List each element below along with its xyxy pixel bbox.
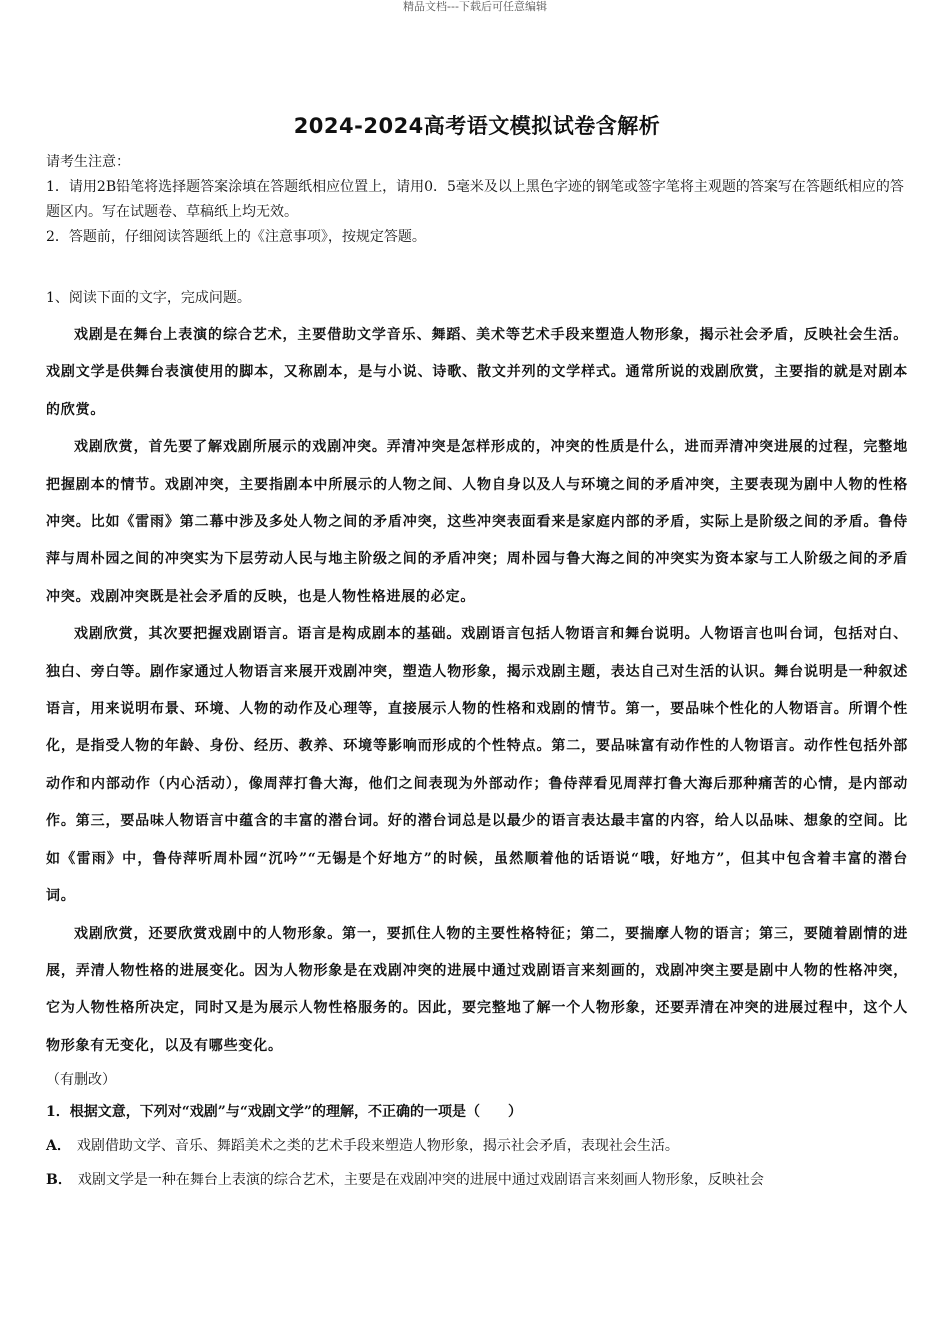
header-note: 精品文档---下载后可任意编辑 (403, 0, 547, 13)
passage-paragraph-2: 戏剧欣赏，首先要了解戏剧所展示的戏剧冲突。弄清冲突是怎样形成的，冲突的性质是什么，进而弄清冲突进展的过程，完整地把握剧本的情节。戏剧冲突，主要指剧本中所展示的人物之间、人物自身以及人与环境之间的矛盾冲突，主要表现为剧中人物的性格冲突。比如《雷雨》第二幕中涉及多处人物之间的矛盾冲突，这些冲突表面看来是家庭内部的矛盾，实际上是阶级之间的矛盾。鲁侍萍与周朴园之间的冲突实为下层劳动人民与地主阶级之间的矛盾冲突；周朴园与鲁大海之间的冲突实为资本家与工人阶级之间的矛盾冲突。戏剧冲突既是社会矛盾的反映，也是人物性格进展的必定。 (46, 439, 908, 605)
option-b (46, 1163, 908, 1197)
passage-paragraph-3: 戏剧欣赏，其次要把握戏剧语言。语言是构成剧本的基础。戏剧语言包括人物语言和舞台说明。人物语言也叫台词，包括对白、独白、旁白等。剧作家通过人物语言来展开戏剧冲突，塑造人物形象，揭示戏剧主题，表达自己对生活的认识。舞台说明是一种叙述语言，用来说明布景、环境、人物的动作及心理等，直接展示人物的性格和戏剧的情节。第一，要品味个性化的人物语言。所谓个性化，是指受人物的年龄、身份、经历、教养、环境等影响而形成的个性特点。第二，要品味富有动作性的人物语言。动作性包括外部动作和内部动作（内心活动），像周萍打鲁大海，他们之间表现为外部动作；鲁侍萍看见周萍打鲁大海后那种痛苦的心情，是内部动作。第三，要品味人物语言中蕴含的丰富的潜台词。好的潜台词总是以最少的语言表达最丰富的内容，给人以品味、想象的空间。比如《雷雨》中，鲁侍萍听周朴园“沉吟”“无锡是个好地方”的时候，虽然顺着他的话语说“哦，好地方”，但其中包含着丰富的潜台词。 (46, 626, 908, 905)
question-1 (46, 1095, 908, 1129)
notice-block (46, 150, 908, 250)
notice-line-1: 1．请用2B铅笔将选择题答案涂填在答题纸相应位置上，请用0．5毫米及以上黑色字迹的钢笔或签字笔将主观题的答案写在答题纸相应的答题区内。写在试题卷、草稿纸上均无效。 (46, 179, 904, 220)
question-text: 根据文意，下列对“戏剧”与“戏剧文学”的理解，不正确的一项是（ ） (69, 1104, 522, 1121)
option-a-letter: A． (46, 1138, 71, 1155)
question-number: 1． (46, 1104, 70, 1121)
notice-heading: 请考生注意： (46, 154, 130, 170)
section-intro: 1、阅读下面的文字，完成问题。 (46, 290, 251, 306)
option-a (46, 1129, 908, 1163)
source-note: （有删改） (46, 1072, 116, 1089)
document-page (46, 108, 908, 1197)
option-a-text: 戏剧借助文学、音乐、舞蹈美术之类的艺术手段来塑造人物形象，揭示社会矛盾，表现社会生活。 (76, 1138, 679, 1155)
passage-paragraph-1: 戏剧是在舞台上表演的综合艺术，主要借助文学音乐、舞蹈、美术等艺术手段来塑造人物形象，揭示社会矛盾，反映社会生活。戏剧文学是供舞台表演使用的脚本，又称剧本，是与小说、诗歌、散文并列的文学样式。通常所说的戏剧欣赏，主要指的就是对剧本的欣赏。 (46, 327, 908, 418)
page-title: 2024-2024高考语文模拟试卷含解析 (293, 114, 661, 138)
option-b-text: 戏剧文学是一种在舞台上表演的综合艺术，主要是在戏剧冲突的进展中通过戏剧语言来刻画人物形象，反映社会 (77, 1172, 764, 1189)
passage-paragraph-4: 戏剧欣赏，还要欣赏戏剧中的人物形象。第一，要抓住人物的主要性格特征；第二，要揣摩人物的语言；第三，要随着剧情的进展，弄清人物性格的进展变化。因为人物形象是在戏剧冲突的进展中通过戏剧语言来刻画的，戏剧冲突主要是剧中人物的性格冲突，它为人物性格所决定，同时又是为展示人物性格服务的。因此，要完整地了解一个人物形象，还要弄清在冲突的进展过程中，这个人物形象有无变化，以及有哪些变化。 (46, 925, 908, 1054)
notice-line-2: 2．答题前，仔细阅读答题纸上的《注意事项》，按规定答题。 (46, 229, 426, 245)
option-b-letter: B． (46, 1172, 72, 1189)
reading-passage (46, 317, 908, 1065)
